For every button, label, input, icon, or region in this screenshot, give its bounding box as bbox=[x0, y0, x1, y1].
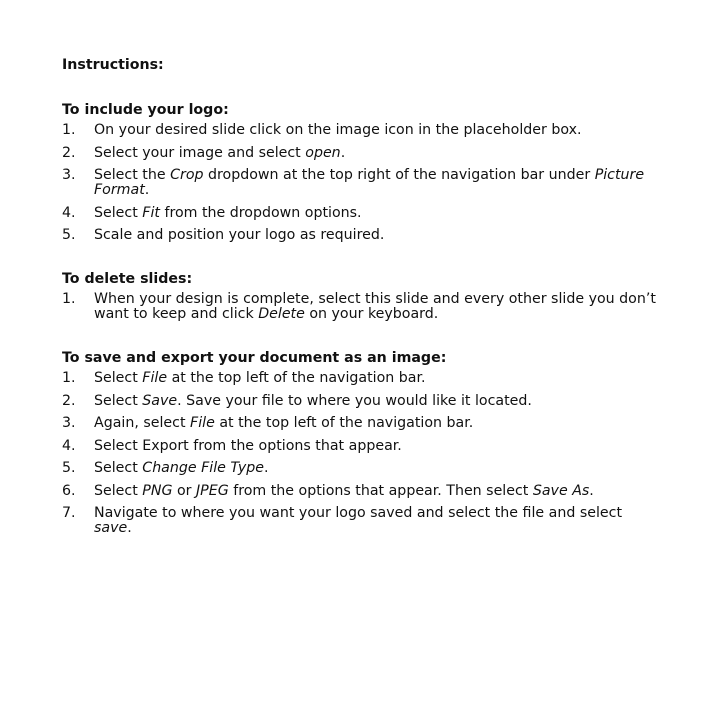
instructions-document bbox=[62, 56, 662, 563]
step-text: Select Save. Save your file to where you would like it located. bbox=[94, 392, 532, 409]
step-number: 1. bbox=[62, 291, 76, 307]
step-text: Select File at the top left of the navigation bar. bbox=[94, 370, 426, 386]
list-item bbox=[62, 394, 662, 409]
section-heading: To delete slides: bbox=[62, 271, 193, 287]
step-number: 4. bbox=[62, 437, 76, 454]
step-text: Select Export from the options that appear. bbox=[94, 437, 402, 454]
step-number: 6. bbox=[62, 482, 76, 499]
list-item bbox=[62, 461, 662, 476]
step-text: Scale and position your logo as required. bbox=[94, 227, 385, 243]
section-heading: To include your logo: bbox=[62, 102, 229, 118]
list-item bbox=[62, 292, 662, 322]
step-number: 3. bbox=[62, 415, 76, 431]
step-text: When your design is complete, select this slide and every other slide you don’t want to keep and click Delete on your keyboard. bbox=[94, 291, 656, 322]
step-text: Select the Crop dropdown at the top right of the navigation bar under Picture Format. bbox=[94, 167, 645, 198]
list-item bbox=[62, 146, 662, 161]
step-text: Select Fit from the dropdown options. bbox=[94, 204, 362, 221]
step-number: 1. bbox=[62, 122, 76, 138]
list-item bbox=[62, 371, 662, 386]
step-number: 3. bbox=[62, 167, 76, 183]
step-number: 7. bbox=[62, 505, 76, 521]
list-item bbox=[62, 439, 662, 454]
section-include-logo bbox=[62, 101, 662, 243]
list-item bbox=[62, 228, 662, 243]
list-item bbox=[62, 484, 662, 499]
step-number: 2. bbox=[62, 144, 76, 161]
step-number: 1. bbox=[62, 370, 76, 386]
list-item bbox=[62, 168, 662, 198]
step-list bbox=[62, 371, 662, 536]
list-item bbox=[62, 123, 662, 138]
list-item bbox=[62, 206, 662, 221]
list-item bbox=[62, 506, 662, 536]
section-delete-slides bbox=[62, 270, 662, 322]
list-item bbox=[62, 416, 662, 431]
document-title: Instructions: bbox=[62, 57, 164, 73]
step-number: 2. bbox=[62, 392, 76, 409]
step-list bbox=[62, 123, 662, 243]
step-list bbox=[62, 292, 662, 322]
step-text: Select your image and select open. bbox=[94, 144, 346, 161]
step-text: Again, select File at the top left of the navigation bar. bbox=[94, 415, 474, 431]
section-save-export bbox=[62, 349, 662, 536]
step-text: Select PNG or JPEG from the options that appear. Then select Save As. bbox=[94, 482, 594, 499]
step-text: On your desired slide click on the image icon in the placeholder box. bbox=[94, 122, 582, 138]
step-text: Select Change File Type. bbox=[94, 460, 269, 476]
section-heading: To save and export your document as an image: bbox=[62, 350, 447, 366]
step-number: 5. bbox=[62, 460, 76, 476]
step-number: 4. bbox=[62, 204, 76, 221]
step-text: Navigate to where you want your logo saved and select the file and select save. bbox=[94, 505, 623, 536]
step-number: 5. bbox=[62, 227, 76, 243]
